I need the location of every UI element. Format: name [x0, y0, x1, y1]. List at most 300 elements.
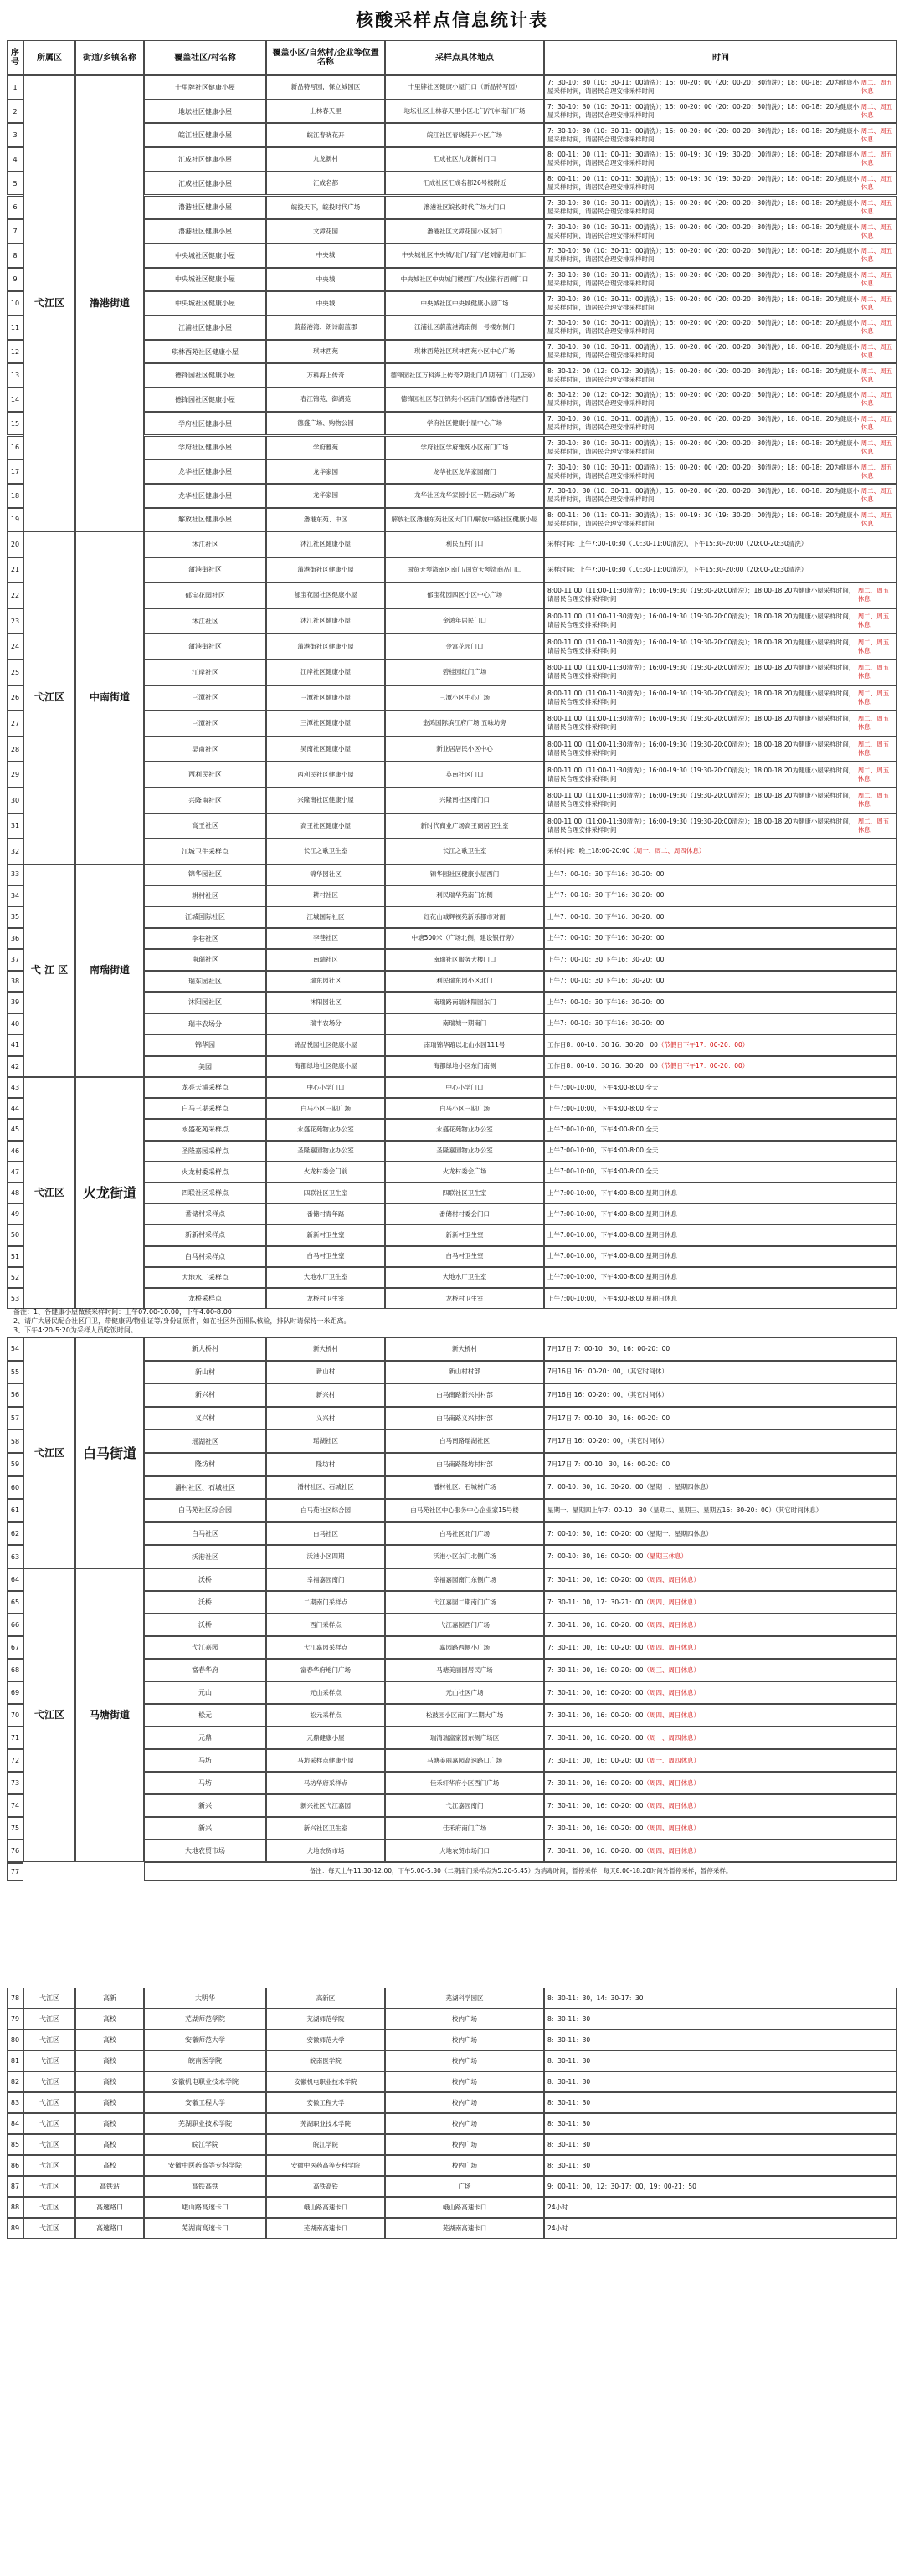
community-cell: 龙亮天浦采样点	[144, 1077, 266, 1098]
coverage-cell: 四联社区卫生室	[266, 1183, 385, 1203]
community-cell: 李巷社区	[144, 928, 266, 950]
coverage-cell: 芜湖职业技术学院	[266, 2113, 385, 2134]
time-text: 7：30-11：00，16：00-20：00	[547, 1665, 644, 1674]
time-text: 上午7:00-10:00，下午4:00-8:00 全天	[547, 1104, 659, 1112]
coverage-cell: 澛港东苑、中区	[266, 508, 385, 532]
community-cell: 十里牌社区健康小屋	[144, 75, 266, 100]
community-cell: 安徽工程大学	[144, 2092, 266, 2113]
location-cell: 琪林西苑社区琪林西苑小区中心广场	[385, 340, 544, 364]
time-text: 7：30-10：30（10：30-11：00清洗）；16：00-20：00（20：00-20：30清洗）；18：00-18：20为健康小屋采样时间，请居民合理安排采样时间	[547, 126, 860, 143]
time-text: 8：30-11：30	[547, 2035, 591, 2044]
community-cell: 郁宝花园社区	[144, 582, 266, 608]
location-cell: 沃港小区东门北侧广场	[385, 1545, 544, 1568]
rest-day-note: 周二、周五休息	[860, 270, 893, 287]
location-cell: 峨山路高速卡口	[385, 2197, 544, 2218]
row-number: 7	[7, 219, 23, 244]
time-cell	[544, 531, 897, 557]
community-cell: 沃桥	[144, 1568, 266, 1591]
coverage-cell: 新兴村	[266, 1383, 385, 1407]
community-cell: 皖江学院	[144, 2134, 266, 2155]
community-cell: 白马社区	[144, 1522, 266, 1546]
community-cell: 汇成社区健康小屋	[144, 172, 266, 196]
header-cell: 覆盖社区/村名称	[144, 40, 266, 75]
time-text: 上午7：00-10：30 下午16：30-20：00	[547, 870, 665, 878]
coverage-cell: 新新村卫生室	[266, 1224, 385, 1245]
time-text: 7：30-10：30（10：30-11：00清洗）；16：00-20：00（20：00-20：30清洗）；18：00-18：20为健康小屋采样时间，请居民合理安排采样时间	[547, 270, 860, 287]
location-cell: 龙华社区龙华家园南门	[385, 459, 544, 484]
time-cell	[544, 557, 897, 583]
street-span: 马塘街道	[75, 1568, 144, 1862]
time-cell	[544, 147, 897, 172]
location-cell: 汇成社区九龙新村门口	[385, 147, 544, 172]
community-cell: 德锋园社区健康小屋	[144, 363, 266, 387]
location-cell: 永盛花苑物业办公室	[385, 1119, 544, 1140]
coverage-cell: 江岸社区健康小屋	[266, 659, 385, 685]
rest-day-note: 周二、周五休息	[860, 151, 893, 167]
time-text: 8:00-11:00（11:00-11:30清洗）；16:00-19:30（19:30-20:00清洗）；18:00-18:20为健康小屋采样时间，请居民合理安排采样时间	[547, 741, 855, 757]
rest-day-note: 周二、周五休息	[857, 817, 890, 834]
community-cell: 瑞东园社区	[144, 971, 266, 993]
time-cell	[544, 1077, 897, 1098]
community-cell: 兴隆南社区	[144, 788, 266, 813]
row-number: 27	[7, 711, 23, 736]
community-cell: 新大桥村	[144, 1337, 266, 1361]
community-cell: 吴南社区	[144, 736, 266, 762]
row-number: 51	[7, 1246, 23, 1267]
district-span: 弋江区	[23, 1337, 75, 1568]
time-text: 上午7:00-10:00，下午4:00-8:00 星期日休息	[547, 1230, 677, 1239]
community-cell: 白马村采样点	[144, 1246, 266, 1267]
community-cell: 弋江嘉园	[144, 1636, 266, 1659]
time-text: 7：30-11：00，16：00-20：00	[547, 1801, 644, 1809]
coverage-cell: 沃港小区四期	[266, 1545, 385, 1568]
row-number: 73	[7, 1772, 23, 1794]
time-text: 8：30-11：30	[547, 2161, 591, 2169]
time-cell	[544, 123, 897, 147]
community-cell: 南瑞社区	[144, 949, 266, 971]
street-cell: 高铁站	[75, 2176, 144, 2197]
rest-day-note: 周二、周五休息	[860, 126, 893, 143]
time-cell	[544, 1522, 897, 1546]
time-text: 7：30-10：30（10：30-11：00清洗）；16：00-20：00（20：00-20：30清洗）；18：00-18：20为健康小屋采样时间，请居民合理安排采样时间	[547, 295, 860, 311]
street-cell: 高校	[75, 2009, 144, 2029]
coverage-cell: 蒲港街社区健康小屋	[266, 557, 385, 583]
community-cell: 大地农贸市场	[144, 1840, 266, 1862]
row-number: 9	[7, 268, 23, 292]
row-number: 82	[7, 2071, 23, 2092]
coverage-cell: 义兴村	[266, 1407, 385, 1430]
rest-day-note: 周二、周五休息	[860, 295, 893, 311]
time-cell	[544, 2218, 897, 2239]
rest-day-note: 周二、周五休息	[860, 343, 893, 360]
time-cell	[544, 711, 897, 736]
location-cell: 白马南路义兴村村部	[385, 1407, 544, 1430]
time-text: 7月16日 16：00-20：00，（其它时间休）	[547, 1368, 668, 1376]
coverage-cell: 琪林西苑	[266, 340, 385, 364]
coverage-cell: 安徽机电职业技术学院	[266, 2071, 385, 2092]
row-number: 85	[7, 2134, 23, 2155]
rest-day-note: （节假日下午17：00-20：00）	[657, 1062, 749, 1070]
time-cell	[544, 412, 897, 436]
rest-day-note: （周一、周二、周四休息）	[629, 847, 706, 855]
time-cell	[544, 949, 897, 971]
location-cell: 澛港社区皖投时代广场大门口	[385, 196, 544, 220]
time-cell	[544, 1840, 897, 1862]
note-row: 备注：每天上午11:30-12:00，下午5:00-5:30（二期南门采样点为5:20-5:45）为消毒时间，暂停采样，每天8:00-18:20时间外暂停采样，暂停采样。	[144, 1862, 897, 1881]
location-cell: 白马南路新兴村村部	[385, 1383, 544, 1407]
row-number: 56	[7, 1383, 23, 1407]
location-cell: 郁宝花园四区小区中心广场	[385, 582, 544, 608]
community-cell: 沃港社区	[144, 1545, 266, 1568]
time-text: 8:00-11:00（11:00-11:30清洗）；16:00-19:30（19:30-20:00清洗）；18:00-18:20为健康小屋采样时间，请居民合理安排采样时间	[547, 613, 855, 629]
time-cell	[544, 340, 897, 364]
coverage-cell: 长江之歌卫生室	[266, 839, 385, 865]
rest-day-note: 周二、周五休息	[860, 223, 893, 239]
rest-day-note: 周二、周五休息	[857, 613, 890, 629]
time-text: 7：30-10：30（10：30-11：00清洗）；16：00-20：00（20：00-20：30清洗）；18：00-18：20为健康小屋采样时间，请居民合理安排采样时间	[547, 103, 860, 120]
time-text: 7：00-10：30，16：00-20：00	[547, 1552, 644, 1561]
location-cell: 弋江嘉园二期南门广场	[385, 1591, 544, 1614]
location-cell: 番储村村委会门口	[385, 1203, 544, 1224]
rest-day-note: （周四、周日休息）	[643, 1620, 700, 1629]
community-cell: 沃桥	[144, 1591, 266, 1614]
time-cell	[544, 100, 897, 124]
time-text: 8：30-11：30	[547, 2119, 591, 2127]
coverage-cell: 安徽师范大学	[266, 2029, 385, 2050]
community-cell: 永盛花苑采样点	[144, 1119, 266, 1140]
coverage-cell: 新兴社区卫生室	[266, 1817, 385, 1840]
row-number: 4	[7, 147, 23, 172]
time-text: 上午7：00-10：30 下午16：30-20：00	[547, 998, 665, 1006]
row-number: 25	[7, 659, 23, 685]
time-cell	[544, 436, 897, 460]
community-cell: 新山村	[144, 1361, 266, 1384]
note-text: 备注：1、各健康小屋做核采样时间：上午07:00-10:00，下午4:00-8:00 2、请广大居民配合社区门卫，带健康码/物业证等/身份证原件，如在社区外面排队核验，排队时请保持一米距离。 3、下午4:20-5:20为采样人员吃饭时间。	[13, 1308, 351, 1334]
community-cell: 中央城社区健康小屋	[144, 244, 266, 268]
time-cell	[544, 864, 897, 885]
location-cell: 江浦社区蔚蓝港湾南侧一号楼东侧门	[385, 316, 544, 340]
row-number: 84	[7, 2113, 23, 2134]
coverage-cell: 吴南社区健康小屋	[266, 736, 385, 762]
row-number: 69	[7, 1681, 23, 1704]
time-text: 7：30-10：30（10：30-11：00清洗）；16：00-20：00（20：00-20：30清洗）；18：00-18：20为健康小屋采样时间，请居民合理安排采样时间	[547, 415, 860, 432]
location-cell: 瑞清瑞富家园东侧广场区	[385, 1727, 544, 1749]
community-cell: 德锋园社区健康小屋	[144, 387, 266, 412]
time-cell	[544, 1337, 897, 1361]
row-number: 49	[7, 1203, 23, 1224]
location-cell: 三潭小区中心广场	[385, 685, 544, 711]
time-text: 8：30-12：00（12：00-12：30清洗）；16：00-20：00（20：00-20：30清洗）；18：00-18：20为健康小屋采样时间，请居民合理安排采样时间	[547, 391, 860, 408]
community-cell: 美园	[144, 1056, 266, 1078]
location-cell: 白马南路瑶湖社区	[385, 1429, 544, 1453]
row-number: 19	[7, 508, 23, 532]
community-cell: 皖南医学院	[144, 2050, 266, 2071]
header-cell: 采样点具体地点	[385, 40, 544, 75]
community-cell: 安徽师范大学	[144, 2029, 266, 2050]
community-cell: 安徽中医药高等专科学院	[144, 2155, 266, 2176]
coverage-cell: 白马社区	[266, 1522, 385, 1546]
location-cell: 大地水厂卫生室	[385, 1267, 544, 1288]
location-cell: 金富花园门口	[385, 634, 544, 659]
coverage-cell: 新兴社区弋江嘉园	[266, 1794, 385, 1817]
time-text: 7：30-10：30（10：30-11：00清洗）；16：00-20：00（20：00-20：30清洗）；18：00-18：20为健康小屋采样时间，请居民合理安排采样时间	[547, 319, 860, 336]
time-cell	[544, 2155, 897, 2176]
rest-day-note: 周二、周五休息	[857, 715, 890, 731]
row-number: 50	[7, 1224, 23, 1245]
rest-day-note: 周二、周五休息	[860, 367, 893, 383]
time-text: 7月17日 16：00-20：00，（其它时间休）	[547, 1437, 668, 1445]
time-text: 7月17日 7：00-10：30，16：00-20：00	[547, 1344, 670, 1352]
coverage-cell: 圣隆嘉园物业办公室	[266, 1141, 385, 1162]
rest-day-note: 周二、周五休息	[860, 511, 893, 527]
coverage-cell: 新大桥村	[266, 1337, 385, 1361]
row-number: 36	[7, 928, 23, 950]
coverage-cell: 西门采样点	[266, 1614, 385, 1636]
row-number: 10	[7, 291, 23, 316]
time-cell	[544, 1013, 897, 1035]
time-cell	[544, 971, 897, 993]
coverage-cell: 锦华园社区	[266, 864, 385, 885]
time-cell	[544, 1183, 897, 1203]
community-cell: 皖江社区健康小屋	[144, 123, 266, 147]
rest-day-note: 周二、周五休息	[860, 487, 893, 504]
rest-day-note: 周二、周五休息	[857, 766, 890, 783]
community-cell: 龙华社区健康小屋	[144, 484, 266, 508]
time-text: 8：30-11：30	[547, 2056, 591, 2065]
time-text: 7：30-10：30（10：30-11：00清洗）；16：00-20：00（20：00-20：30清洗）；18：00-18：20为健康小屋采样时间，请居民合理安排采样时间	[547, 439, 860, 455]
coverage-cell: 白马村卫生室	[266, 1246, 385, 1267]
time-cell	[544, 1749, 897, 1772]
coverage-cell: 峨山路高速卡口	[266, 2197, 385, 2218]
community-cell: 沐江社区	[144, 608, 266, 634]
coverage-cell: 沐阳园社区	[266, 992, 385, 1013]
location-cell: 中塘500米（广场北侧，建设银行旁）	[385, 928, 544, 950]
row-number: 47	[7, 1162, 23, 1183]
time-text: 7月16日 16：00-20：00，（其它时间休）	[547, 1390, 668, 1398]
row-number: 46	[7, 1141, 23, 1162]
community-cell: 三潭社区	[144, 711, 266, 736]
community-cell: 高王社区	[144, 813, 266, 839]
community-cell: 新兴	[144, 1794, 266, 1817]
district-span: 弋 江 区	[23, 864, 75, 1077]
time-cell	[544, 2113, 897, 2134]
district-cell: 弋江区	[23, 2092, 75, 2113]
coverage-cell: 上林春天里	[266, 100, 385, 124]
time-cell	[544, 2029, 897, 2050]
community-cell: 马坊	[144, 1749, 266, 1772]
time-text: 上午7:00-10:00，下午4:00-8:00 全天	[547, 1167, 659, 1176]
time-text: 7：00-10：30，16：30-20：00（星期一、星期四休息）	[547, 1483, 712, 1491]
page-title: 核酸采样点信息统计表	[356, 9, 548, 30]
row-number: 62	[7, 1522, 23, 1546]
time-cell	[544, 788, 897, 813]
row-number: 32	[7, 839, 23, 865]
row-number: 13	[7, 363, 23, 387]
location-cell: 弋江嘉园南门	[385, 1794, 544, 1817]
row-number: 34	[7, 885, 23, 907]
row-number: 40	[7, 1013, 23, 1035]
time-cell	[544, 1704, 897, 1727]
street-cell: 高速路口	[75, 2218, 144, 2239]
header-cell: 序号	[7, 40, 23, 75]
location-cell: 锦华园社区健康小屋西门	[385, 864, 544, 885]
row-number: 28	[7, 736, 23, 762]
time-text: 7：30-11：00，16：00-20：00	[547, 1824, 644, 1832]
row-number: 52	[7, 1267, 23, 1288]
time-cell	[544, 1499, 897, 1522]
location-cell: 英南社区门口	[385, 762, 544, 788]
rest-day-note: （周四、周日休息）	[643, 1801, 700, 1809]
time-cell	[544, 244, 897, 268]
street-cell: 高速路口	[75, 2197, 144, 2218]
community-cell: 番储村采样点	[144, 1203, 266, 1224]
time-cell	[544, 839, 897, 865]
time-text: 8:00-11:00（11:00-11:30清洗）；16:00-19:30（19:30-20:00清洗）；18:00-18:20为健康小屋采样时间，请居民合理安排采样时间	[547, 587, 855, 603]
rest-day-note: （周四、周日休息）	[643, 1711, 700, 1719]
community-cell: 澛港社区健康小屋	[144, 196, 266, 220]
time-text: 工作日8：00-10：30 16：30-20：00	[547, 1040, 658, 1049]
community-cell: 江城卫生采样点	[144, 839, 266, 865]
coverage-cell: 锦品悦园社区健康小屋	[266, 1034, 385, 1056]
rest-day-note: 周二、周五休息	[857, 792, 890, 808]
time-cell	[544, 508, 897, 532]
row-number: 44	[7, 1098, 23, 1119]
location-cell: 金鸿年居民门口	[385, 608, 544, 634]
location-cell: 四联社区卫生室	[385, 1183, 544, 1203]
location-cell: 汇成社区汇成名都26号楼附近	[385, 172, 544, 196]
location-cell: 校内广场	[385, 2071, 544, 2092]
time-text: 7月17日 7：00-10：30，16：00-20：00	[547, 1414, 670, 1422]
time-text: 7：30-11：00，17：30-21：00	[547, 1598, 644, 1606]
time-text: 7：30-10：30（10：30-11：00清洗）；16：00-20：00（20：00-20：30清洗）；18：00-18：20为健康小屋采样时间，请居民合理安排采样时间	[547, 79, 860, 95]
location-cell: 兴隆南社区南门口	[385, 788, 544, 813]
community-cell: 中央城社区健康小屋	[144, 291, 266, 316]
community-cell: 安徽机电职业技术学院	[144, 2071, 266, 2092]
time-text: 8:00-11:00（11:00-11:30清洗）；16:00-19:30（19:30-20:00清洗）；18:00-18:20为健康小屋采样时间，请居民合理安排采样时间	[547, 664, 855, 680]
community-cell: 新兴村	[144, 1383, 266, 1407]
community-cell: 解放社区健康小屋	[144, 508, 266, 532]
rest-day-note: 周二、周五休息	[860, 175, 893, 192]
location-cell: 白马社区北门广场	[385, 1522, 544, 1546]
location-cell: 新业居居民小区中心	[385, 736, 544, 762]
location-cell: 新时代商业广场高王商居卫生室	[385, 813, 544, 839]
coverage-cell: 龙华家园	[266, 459, 385, 484]
rest-day-note: （周一、周四休息）	[643, 1756, 700, 1764]
row-number: 35	[7, 906, 23, 928]
row-number: 38	[7, 971, 23, 993]
location-cell: 白马小区三期广场	[385, 1098, 544, 1119]
location-cell: 芜湖科学园区	[385, 1988, 544, 2009]
time-text: 7：30-11：00，16：00-20：00	[547, 1733, 644, 1742]
time-cell	[544, 1568, 897, 1591]
rest-day-note: （周四、周日休息）	[643, 1778, 700, 1787]
coverage-cell: 汇成名都	[266, 172, 385, 196]
location-cell: 中央城社区中央城/北门/南门/老刘家超市门口	[385, 244, 544, 268]
time-text: 采样时间：上午7:00-10:30（10:30-11:00清洗），下午15:30-20:00（20:00-20:30清洗）	[547, 540, 808, 548]
time-text: 9：00-11：00，12：30-17：00，19：00-21：50	[547, 2182, 696, 2190]
location-cell: 元山社区广场	[385, 1681, 544, 1704]
coverage-cell: 九龙新村	[266, 147, 385, 172]
rest-day-note: 周二、周五休息	[860, 103, 893, 120]
rest-day-note: 周二、周五休息	[860, 319, 893, 336]
community-cell: 汇成社区健康小屋	[144, 147, 266, 172]
coverage-cell: 春江锦苑、御湖苑	[266, 387, 385, 412]
time-cell	[544, 659, 897, 685]
community-cell: 三潭社区	[144, 685, 266, 711]
location-cell: 芜湖南高速卡口	[385, 2218, 544, 2239]
location-cell: 南瑞锦华路以北山水园111号	[385, 1034, 544, 1056]
row-number: 55	[7, 1361, 23, 1384]
row-number: 83	[7, 2092, 23, 2113]
district-span: 弋江区	[23, 1568, 75, 1862]
time-cell	[544, 1772, 897, 1794]
row-number: 31	[7, 813, 23, 839]
time-cell	[544, 762, 897, 788]
community-cell: 松元	[144, 1704, 266, 1727]
time-text: 8:00-11:00（11:00-11:30清洗）；16:00-19:30（19:30-20:00清洗）；18:00-18:20为健康小屋采样时间，请居民合理安排采样时间	[547, 766, 855, 783]
time-text: 7：30-10：30（10：30-11：00清洗）；16：00-20：00（20：00-20：30清洗）；18：00-18：20为健康小屋采样时间，请居民合理安排采样时间	[547, 198, 860, 215]
row-number: 54	[7, 1337, 23, 1361]
time-cell	[544, 2071, 897, 2092]
row-number: 76	[7, 1840, 23, 1862]
row-number: 2	[7, 100, 23, 124]
time-cell	[544, 2092, 897, 2113]
coverage-cell: 新山村	[266, 1361, 385, 1384]
row-number: 80	[7, 2029, 23, 2050]
coverage-cell: 番储村青年路	[266, 1203, 385, 1224]
row-number: 23	[7, 608, 23, 634]
street-cell: 高校	[75, 2092, 144, 2113]
coverage-cell: 潘村社区、石城社区	[266, 1476, 385, 1500]
rest-day-note: （周四、周日休息）	[643, 1598, 700, 1606]
district-cell: 弋江区	[23, 2155, 75, 2176]
rest-day-note: （周三、周日休息）	[643, 1665, 700, 1674]
time-text: 8:00-11:00（11:00-11:30清洗）；16:00-19:30（19:30-20:00清洗）；18:00-18:20为健康小屋采样时间，请居民合理安排采样时间	[547, 817, 855, 834]
row-number: 65	[7, 1591, 23, 1614]
coverage-cell: 松元采样点	[266, 1704, 385, 1727]
community-cell: 富春华府	[144, 1659, 266, 1681]
community-cell: 四联社区采样点	[144, 1183, 266, 1203]
location-cell: 潘村社区、石城村广场	[385, 1476, 544, 1500]
time-cell	[544, 2197, 897, 2218]
time-text: 8：30-11：30	[547, 2077, 591, 2086]
location-cell: 地坛社区上林春天里小区北门/汽车南门广场	[385, 100, 544, 124]
rest-day-note: 周二、周五休息	[860, 439, 893, 455]
time-cell	[544, 172, 897, 196]
community-cell: 火龙村委采样点	[144, 1162, 266, 1183]
coverage-cell: 火龙村委会门前	[266, 1162, 385, 1183]
rest-day-note: 周二、周五休息	[860, 79, 893, 95]
coverage-cell: 大地农贸市场	[266, 1840, 385, 1862]
community-cell: 耕村社区	[144, 885, 266, 907]
community-cell: 西利民社区	[144, 762, 266, 788]
row-number: 75	[7, 1817, 23, 1840]
time-cell	[544, 75, 897, 100]
coverage-cell: 郁宝花园社区健康小屋	[266, 582, 385, 608]
row-number: 30	[7, 788, 23, 813]
time-text: 上午7：00-10：30 下午16：30-20：00	[547, 977, 665, 985]
rest-day-note: 周二、周五休息	[857, 587, 890, 603]
coverage-cell: 瑞东园社区	[266, 971, 385, 993]
location-cell: 南瑞社区服务大楼门口	[385, 949, 544, 971]
community-cell: 沐阳园社区	[144, 992, 266, 1013]
location-cell: 新新村卫生室	[385, 1224, 544, 1245]
rest-day-note: 周二、周五休息	[860, 415, 893, 432]
coverage-cell: 白马小区三期广场	[266, 1098, 385, 1119]
row-number: 61	[7, 1499, 23, 1522]
time-cell	[544, 1034, 897, 1056]
row-number: 18	[7, 484, 23, 508]
